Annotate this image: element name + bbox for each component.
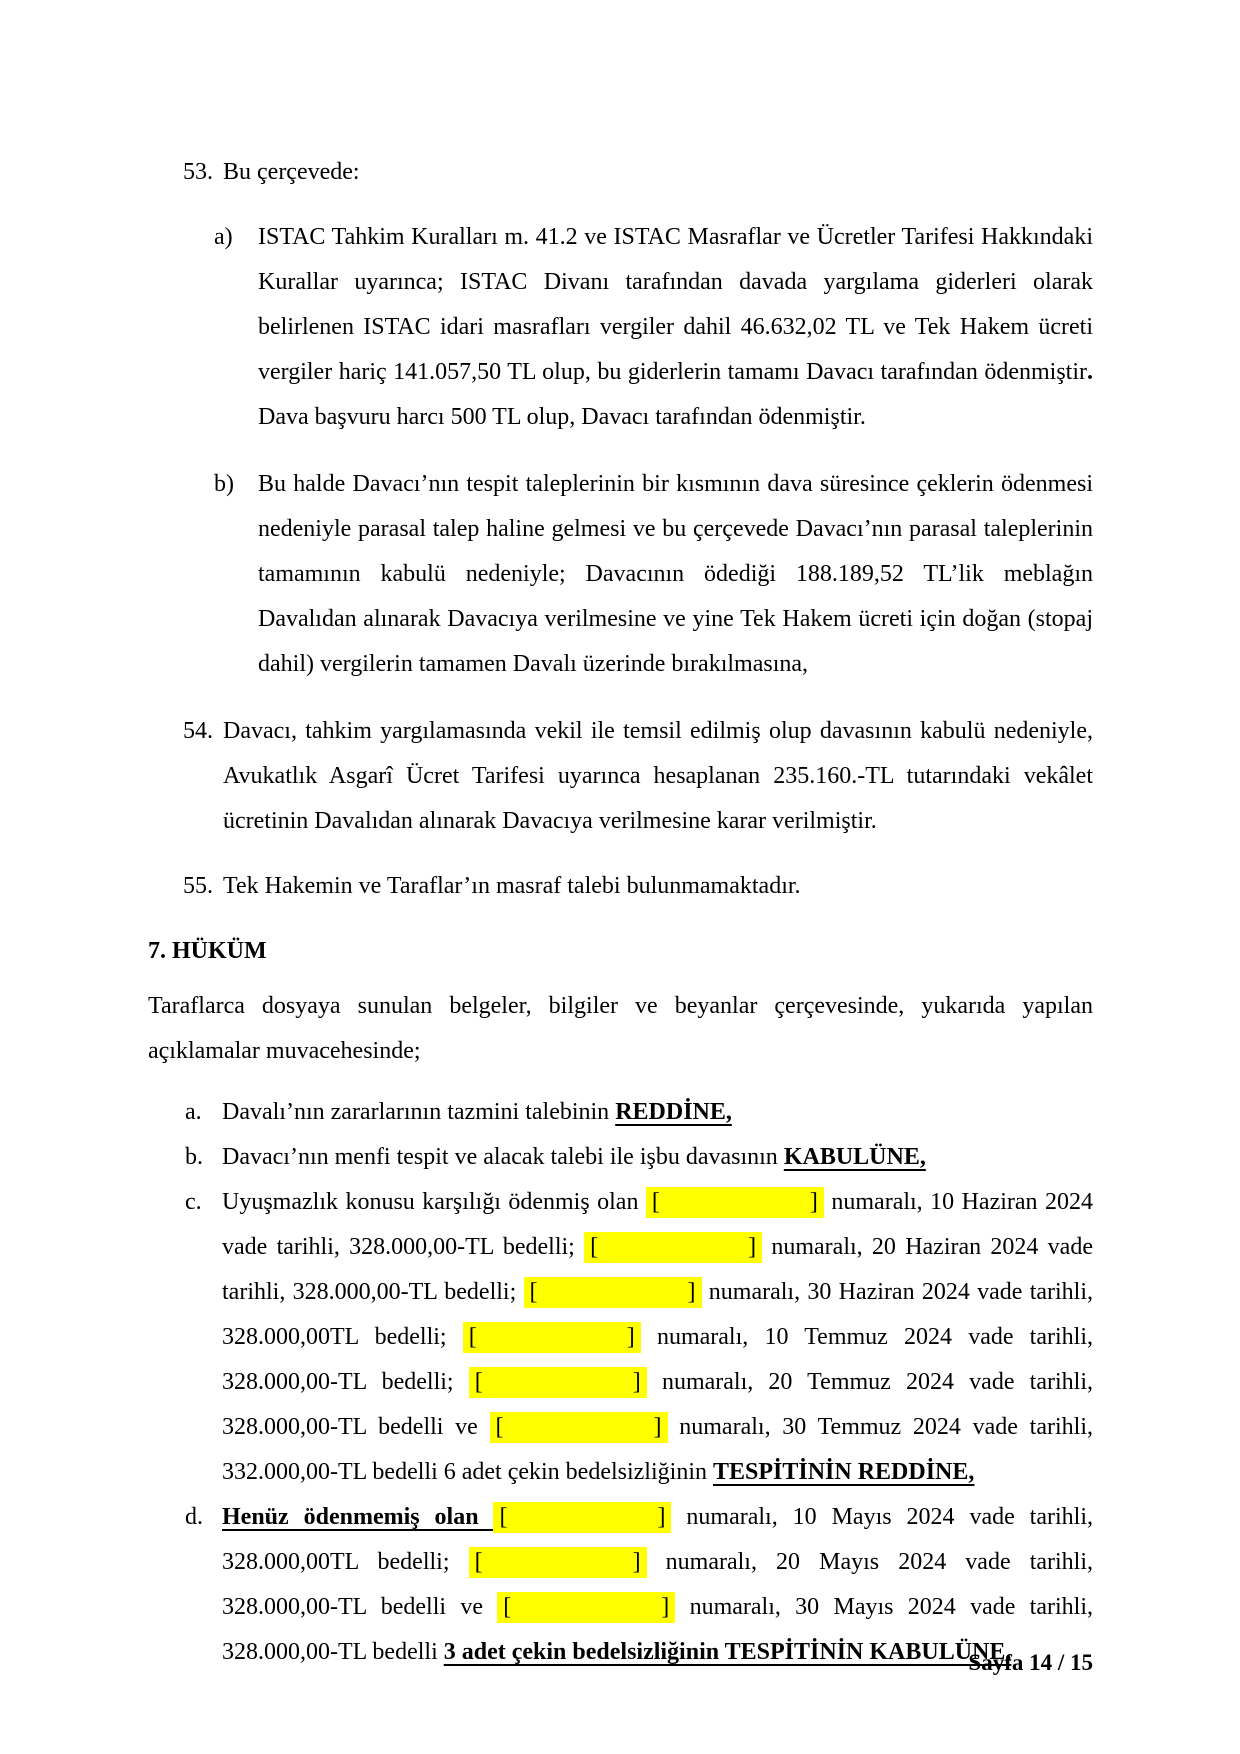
ruling-item-marker: d. — [185, 1504, 203, 1530]
text-run: Davalı’nın zararlarının tazmini talebinin — [222, 1099, 616, 1125]
open-bracket: [ — [474, 1549, 483, 1575]
paragraph-number: 54. — [183, 718, 213, 744]
text-run: Bu halde Davacı’nın tespit taleplerinin bir kısmının dava süresince çeklerin ödenmesi nedeniyle parasal talep haline gelmesi ve bu çerçevede Davacı’nın parasal taleplerinin tamamının kabulü nedeniyle; Davacının ödediği 188.189,52 TL’lik meblağın Davalıdan alınarak Davacıya verilmesine ve yine Tek Hakem ücreti için doğan (stopaj dahil) vergilerin tamamen Davalı üzerinde bırakılmasına, — [258, 471, 1093, 677]
sub-item-marker: a) — [214, 224, 233, 250]
open-bracket: [ — [474, 1369, 483, 1395]
text-run: numaralı, 10 Temmuz 2024 vade tarihli, 328.000,00-TL bedelli; — [222, 1324, 1093, 1395]
numbered-paragraph-list — [148, 150, 1093, 909]
text-run: Dava başvuru harcı 500 TL olup, Davacı tarafından ödenmiştir. — [258, 404, 866, 430]
text-run: numaralı, 30 Haziran 2024 vade tarihli, 328.000,00TL bedelli; — [222, 1279, 1094, 1350]
close-bracket: ] — [632, 1369, 641, 1395]
close-bracket: ] — [653, 1414, 662, 1440]
ruling-item-text — [222, 1187, 1093, 1485]
ruling-item-list — [148, 1090, 1093, 1675]
open-bracket: [ — [503, 1594, 512, 1620]
close-bracket: ] — [626, 1324, 635, 1350]
text-run: Henüz ödenmemiş olan — [222, 1504, 494, 1530]
redacted-cheque-number — [463, 1322, 641, 1353]
sub-item — [148, 215, 1093, 440]
ruling-item-marker: c. — [185, 1189, 202, 1215]
ruling-item-marker: b. — [185, 1144, 203, 1170]
numbered-paragraph — [148, 150, 1093, 195]
open-bracket: [ — [651, 1189, 660, 1215]
ruling-item-marker: a. — [185, 1099, 202, 1125]
paragraph-text — [223, 159, 360, 185]
text-run: numaralı, 20 Haziran 2024 vade tarihli, 328.000,00-TL bedelli; — [222, 1234, 1093, 1305]
redacted-cheque-number — [469, 1367, 647, 1398]
sub-item-marker: b) — [214, 471, 234, 497]
numbered-paragraph — [148, 709, 1093, 844]
text-run: numaralı, 10 Haziran 2024 vade tarihli, 328.000,00-TL bedelli; — [222, 1189, 1094, 1260]
text-run: Davacı, tahkim yargılamasında vekil ile temsil edilmiş olup davasının kabulü nedeniyle, Avukatlık Asgarî Ücret Tarifesi uyarınca hesaplanan 235.160.-TL tutarındaki vekâlet ücretinin Davalıdan alınarak Davacıya verilmesine karar verilmiştir. — [223, 718, 1093, 834]
ruling-item — [148, 1180, 1093, 1495]
text-run: numaralı, 30 Mayıs 2024 vade tarihli, 328.000,00-TL bedelli — [222, 1594, 1093, 1665]
ruling-item — [148, 1135, 1093, 1180]
close-bracket: ] — [661, 1594, 670, 1620]
paragraph-number: 55. — [183, 873, 213, 899]
open-bracket: [ — [495, 1414, 504, 1440]
open-bracket: [ — [529, 1279, 538, 1305]
close-bracket: ] — [657, 1504, 666, 1530]
text-run: numaralı, 30 Temmuz 2024 vade tarihli, 332.000,00-TL bedelli 6 adet çekin bedelsizliğinin — [222, 1414, 1093, 1485]
document-body — [148, 150, 1093, 1675]
ruling-item-text — [222, 1144, 926, 1170]
text-run: numaralı, 20 Mayıs 2024 vade tarihli, 328.000,00-TL bedelli ve — [222, 1549, 1094, 1620]
redacted-cheque-number — [469, 1547, 647, 1578]
open-bracket: [ — [590, 1234, 599, 1260]
close-bracket: ] — [809, 1189, 818, 1215]
text-run: Davacı’nın menfi tespit ve alacak talebi ile işbu davasının — [222, 1144, 784, 1170]
sub-item-text — [258, 471, 1093, 677]
redacted-cheque-number — [490, 1412, 668, 1443]
text-run: numaralı, 20 Temmuz 2024 vade tarihli, 328.000,00-TL bedelli ve — [222, 1369, 1093, 1440]
paragraph-number: 53. — [183, 159, 213, 185]
text-run: numaralı, 10 Mayıs 2024 vade tarihli, 328.000,00TL bedelli; — [222, 1504, 1094, 1575]
text-run: TESPİTİNİN REDDİNE, — [712, 1459, 975, 1485]
text-run: KABULÜNE, — [783, 1144, 926, 1170]
open-bracket: [ — [499, 1504, 508, 1530]
redacted-cheque-number — [524, 1277, 702, 1308]
paragraph-text — [223, 718, 1093, 834]
open-bracket: [ — [468, 1324, 477, 1350]
close-bracket: ] — [632, 1549, 641, 1575]
text-run: 3 adet çekin bedelsizliğinin TESPİTİNİN KABULÜNE, — [443, 1639, 1012, 1665]
page-number: Sayfa 14 / 15 — [968, 1650, 1093, 1675]
text-run: Uyuşmazlık konusu karşılığı ödenmiş olan — [222, 1189, 646, 1215]
redacted-cheque-number — [493, 1502, 671, 1533]
ruling-item — [148, 1495, 1093, 1675]
sub-item — [148, 462, 1093, 687]
text-run: REDDİNE, — [615, 1099, 732, 1125]
text-run: . — [1087, 359, 1093, 385]
text-run: Tek Hakemin ve Taraflar’ın masraf talebi bulunmamaktadır. — [223, 873, 801, 899]
paragraph-text — [223, 873, 801, 899]
numbered-paragraph — [148, 864, 1093, 909]
intro-paragraph: Taraflarca dosyaya sunulan belgeler, bilgiler ve beyanlar çerçevesinde, yukarıda yapılan açıklamalar muvacehesinde; — [148, 993, 1093, 1064]
text-run: ISTAC Tahkim Kuralları m. 41.2 ve ISTAC Masraflar ve Ücretler Tarifesi Hakkındaki Kurallar uyarınca; ISTAC Divanı tarafından davada yargılama giderleri olarak belirlenen ISTAC idari masrafları vergiler dahil 46.632,02 TL ve Tek Hakem ücreti vergiler hariç 141.057,50 TL olup, bu giderlerin tamamı Davacı tarafından ödenmiştir — [258, 224, 1093, 385]
close-bracket: ] — [687, 1279, 696, 1305]
redacted-cheque-number — [497, 1592, 675, 1623]
redacted-cheque-number — [584, 1232, 762, 1263]
ruling-item — [148, 1090, 1093, 1135]
sub-item-text — [258, 224, 1093, 430]
text-run: Bu çerçevede: — [223, 159, 360, 185]
ruling-item-text — [222, 1502, 1093, 1665]
redacted-cheque-number — [646, 1187, 824, 1218]
section-heading: 7. HÜKÜM — [148, 938, 267, 964]
ruling-item-text — [222, 1099, 732, 1125]
close-bracket: ] — [748, 1234, 757, 1260]
